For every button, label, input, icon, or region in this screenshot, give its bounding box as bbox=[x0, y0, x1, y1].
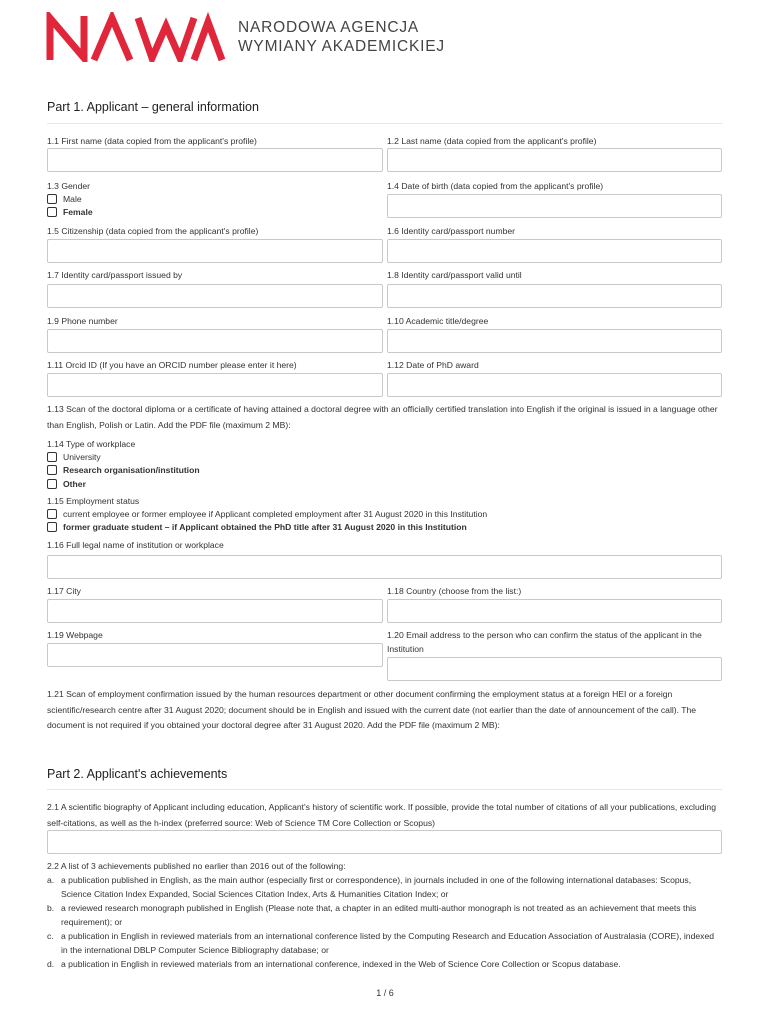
org-line-2: WYMIANY AKADEMICKIEJ bbox=[238, 38, 445, 55]
label-id-number: 1.6 Identity card/passport number bbox=[387, 226, 516, 236]
label-id-issued-by: 1.7 Identity card/passport issued by bbox=[47, 270, 183, 280]
country-select[interactable] bbox=[387, 599, 722, 623]
org-name bbox=[238, 18, 445, 56]
academic-title-input[interactable] bbox=[387, 329, 722, 353]
date-of-birth-input[interactable] bbox=[387, 194, 722, 218]
id-number-input[interactable] bbox=[387, 239, 722, 263]
label-last-name: 1.2 Last name (data copied from the applicant's profile) bbox=[387, 136, 597, 146]
phone-input[interactable] bbox=[47, 329, 383, 353]
achievements-intro: 2.2 A list of 3 achievements published no earlier than 2016 out of the following: bbox=[47, 861, 346, 871]
workplace-option-university[interactable]: University bbox=[47, 452, 101, 462]
label-academic-title: 1.10 Academic title/degree bbox=[387, 316, 489, 326]
radio-icon[interactable] bbox=[47, 207, 57, 217]
label-country: 1.18 Country (choose from the list:) bbox=[387, 586, 522, 596]
radio-icon[interactable] bbox=[47, 465, 57, 475]
email-confirm-input[interactable] bbox=[387, 657, 722, 681]
label-citizenship: 1.5 Citizenship (data copied from the applicant's profile) bbox=[47, 226, 259, 236]
divider bbox=[47, 789, 722, 790]
label-phone: 1.9 Phone number bbox=[47, 316, 118, 326]
orcid-input[interactable] bbox=[47, 373, 383, 397]
employment-option-graduate[interactable]: former graduate student – if Applicant obtained the PhD title after 31 August 2020 in this Institution bbox=[47, 522, 467, 532]
label-phd-date: 1.12 Date of PhD award bbox=[387, 360, 479, 370]
label-email-confirm: 1.20 Email address to the person who can confirm the status of the applicant in the Institution bbox=[387, 630, 702, 654]
workplace-option-research[interactable]: Research organisation/institution bbox=[47, 465, 200, 475]
part1-title: Part 1. Applicant – general information bbox=[47, 100, 259, 114]
workplace-option-other[interactable]: Other bbox=[47, 479, 86, 489]
list-item: d. a publication in English in reviewed materials from an international conference, indexed in the Web of Science Core Collection or Scopus database. bbox=[47, 959, 621, 969]
label-workplace-type: 1.14 Type of workplace bbox=[47, 439, 136, 449]
label-first-name: 1.1 First name (data copied from the applicant's profile) bbox=[47, 136, 257, 146]
label-doctoral-diploma-scan: 1.13 Scan of the doctoral diploma or a certificate of having attained a doctoral degree with an officially certified translation into English if the original is issued in a language other than English, Polish or Latin. Add the PDF file (maximum 2 MB): bbox=[47, 404, 718, 430]
label-institution-name: 1.16 Full legal name of institution or workplace bbox=[47, 540, 224, 550]
list-item: a. a publication published in English, as the main author (especially first or correspondence), in journals included in one of the following international databases: Scopus, Science Citation Index Expanded, Social Sciences Citation Index, Arts & Humanities Citation Index; or bbox=[47, 875, 692, 899]
institution-name-input[interactable] bbox=[47, 555, 722, 579]
label-orcid: 1.11 Orcid ID (If you have an ORCID number please enter it here) bbox=[47, 360, 297, 370]
phd-date-input[interactable] bbox=[387, 373, 722, 397]
citizenship-input[interactable] bbox=[47, 239, 383, 263]
first-name-input[interactable] bbox=[47, 148, 383, 172]
list-item: b. a reviewed research monograph published in English (Please note that, a chapter in an edited multi-author monograph is not treated as an achievement that meets this requirement); or bbox=[47, 903, 697, 927]
achievements-list bbox=[47, 859, 722, 971]
radio-icon[interactable] bbox=[47, 194, 57, 204]
label-scientific-biography: 2.1 A scientific biography of Applicant including education, Applicant's history of scientific work. If possible, provide the total number of citations of all your publications, excluding self-citations, as well as the h-index (preferred source: Web of Science TM Core Collection or Scopus) bbox=[47, 802, 716, 828]
id-valid-until-input[interactable] bbox=[387, 284, 722, 308]
gender-option-male[interactable]: Male bbox=[47, 194, 82, 204]
label-city: 1.17 City bbox=[47, 586, 81, 596]
label-employment-confirmation-scan: 1.21 Scan of employment confirmation issued by the human resources department or other document confirming the employment status at a foreign HEI or a foreign scientific/research centre after 31 August 2020; document should be in English and issued with the current date (not earlier than the date of announcement of the call). The document is not required if you obtained your doctoral degree after 31 August 2020. Add the PDF file (maximum 2 MB): bbox=[47, 689, 697, 730]
page-number: 1 / 6 bbox=[376, 988, 394, 998]
gender-option-female[interactable]: Female bbox=[47, 207, 93, 217]
nawa-logo-mark bbox=[46, 12, 228, 62]
radio-icon[interactable] bbox=[47, 522, 57, 532]
nawa-logo bbox=[46, 12, 228, 67]
scientific-biography-input[interactable] bbox=[47, 830, 722, 854]
radio-icon[interactable] bbox=[47, 509, 57, 519]
last-name-input[interactable] bbox=[387, 148, 722, 172]
radio-icon[interactable] bbox=[47, 452, 57, 462]
label-gender: 1.3 Gender bbox=[47, 181, 90, 191]
label-employment-status: 1.15 Employment status bbox=[47, 496, 140, 506]
label-webpage: 1.19 Webpage bbox=[47, 630, 103, 640]
id-issued-by-input[interactable] bbox=[47, 284, 383, 308]
org-line-1: NARODOWA AGENCJA bbox=[238, 19, 420, 36]
employment-option-current[interactable]: current employee or former employee if Applicant completed employment after 31 August 2020 in this Institution bbox=[47, 509, 487, 519]
radio-icon[interactable] bbox=[47, 479, 57, 489]
list-item: c. a publication in English in reviewed materials from an international conference listed by the Computing Research and Education Association of Australasia (CORE), indexed in the international DBLP Computer Science Bibliography database; or bbox=[47, 931, 715, 955]
part2-title: Part 2. Applicant's achievements bbox=[47, 767, 228, 781]
label-date-of-birth: 1.4 Date of birth (data copied from the applicant's profile) bbox=[387, 181, 604, 191]
divider bbox=[47, 123, 722, 124]
webpage-input[interactable] bbox=[47, 643, 383, 667]
label-id-valid-until: 1.8 Identity card/passport valid until bbox=[387, 270, 522, 280]
city-input[interactable] bbox=[47, 599, 383, 623]
